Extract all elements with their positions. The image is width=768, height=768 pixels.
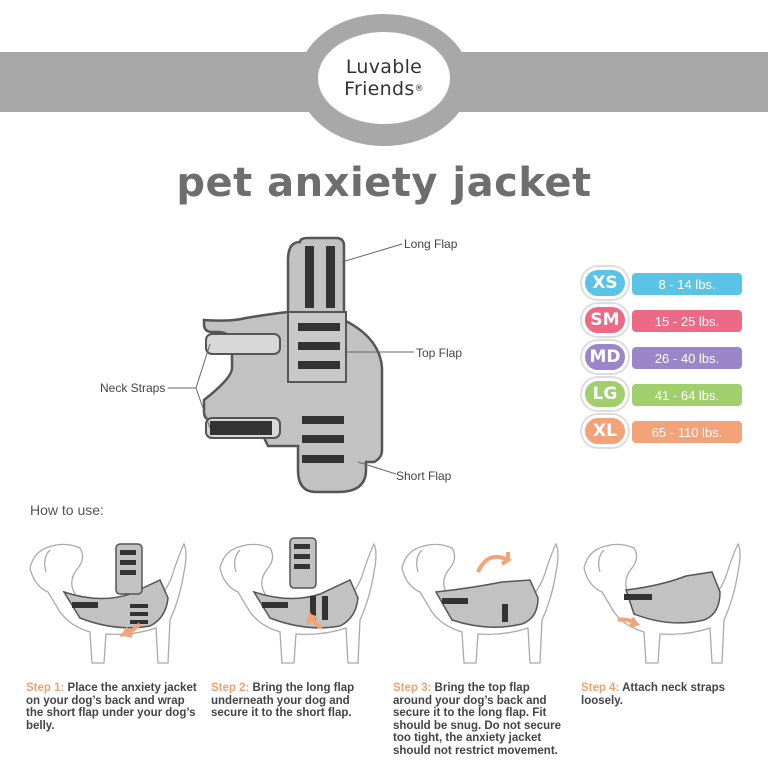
step-3-illustration xyxy=(392,528,567,673)
step-1-text xyxy=(26,682,198,732)
size-badge: SM xyxy=(582,304,628,336)
step-4-label: Step 4: xyxy=(581,682,620,694)
size-range: 41 - 64 lbs. xyxy=(632,384,742,406)
trademark-symbol: ® xyxy=(414,84,424,94)
step-4-illustration xyxy=(574,528,749,673)
jacket-diagram xyxy=(0,220,520,500)
direction-arrow xyxy=(478,552,508,572)
size-range: 15 - 25 lbs. xyxy=(632,310,742,332)
size-range: 26 - 40 lbs. xyxy=(632,347,742,369)
callout-long-flap: Long Flap xyxy=(404,237,458,251)
step-1-description: Place the anxiety jacket on your dog’s back and wrap the short flap under your dog’s belly. xyxy=(26,682,197,732)
short-flap-straps xyxy=(302,416,344,463)
how-to-use-heading: How to use: xyxy=(30,502,104,518)
step-2-label: Step 2: xyxy=(211,682,250,694)
size-range: 65 - 110 lbs. xyxy=(632,421,742,443)
brand-line-2 xyxy=(344,78,424,100)
callout-short-flap: Short Flap xyxy=(396,469,452,483)
step-4-text xyxy=(581,682,753,707)
brand-line-2-text: Friends xyxy=(344,78,415,100)
step-4-description: Attach neck straps loosely. xyxy=(581,682,726,707)
brand-line-1: Luvable xyxy=(345,56,423,78)
size-badge: XL xyxy=(582,415,628,447)
brand-logo xyxy=(318,32,450,124)
step-2-illustration xyxy=(210,528,385,673)
size-badge: XS xyxy=(582,267,628,299)
size-range: 8 - 14 lbs. xyxy=(632,273,742,295)
step-1-label: Step 1: xyxy=(26,682,65,694)
flap-straps xyxy=(624,594,652,600)
size-badge: LG xyxy=(582,378,628,410)
step-3-text xyxy=(393,682,565,757)
step-2-description: Bring the long flap underneath your dog and secure it to the short flap. xyxy=(211,682,355,719)
page-title: pet anxiety jacket xyxy=(176,160,592,206)
step-3-label: Step 3: xyxy=(393,682,432,694)
step-3-description: Bring the top flap around your dog’s back and secure it to the long flap. Fit should be snug. Do not secure too tight, the anxiety jacket should not restrict movement. xyxy=(393,682,562,757)
callout-top-flap: Top Flap xyxy=(416,346,463,360)
callout-neck-straps: Neck Straps xyxy=(100,381,166,395)
step-1-illustration xyxy=(20,528,195,673)
top-flap-straps xyxy=(298,323,340,369)
step-2-text xyxy=(211,682,383,720)
size-badge: MD xyxy=(582,341,628,373)
